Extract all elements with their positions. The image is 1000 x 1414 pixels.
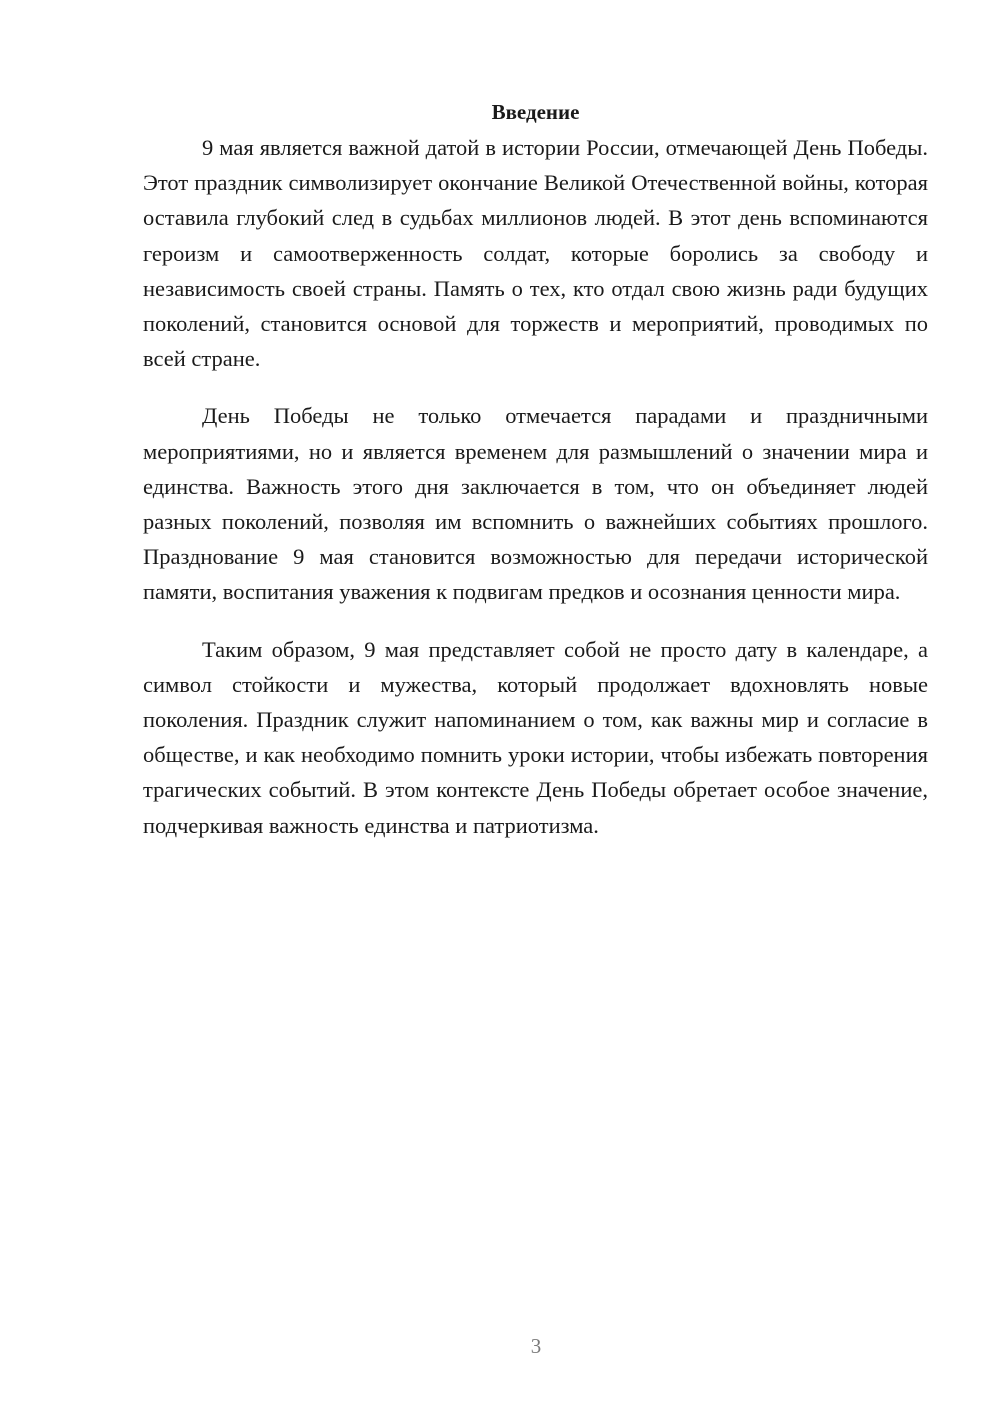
page-heading: Введение	[491, 100, 580, 124]
page-number: 3	[530, 1334, 542, 1358]
paragraph-2: День Победы не только отмечается парадами и праздничными мероприятиями, но и является временем для размышлений о значении мира и единства. Важность этого дня заключается в том, что он объединяет людей разных поколений, позволяя им вспомнить о важнейших событиях прошлого. Празднование 9 мая становится возможностью для передачи исторической памяти, воспитания уважения к подвигам предков и осознания ценности мира.	[143, 403, 928, 605]
paragraph-3: Таким образом, 9 мая представляет собой не просто дату в календаре, а символ стойкости и мужества, который продолжает вдохновлять новые поколения. Праздник служит напоминанием о том, как важны мир и согласие в обществе, и как необходимо помнить уроки истории, чтобы избежать повторения трагических событий. В этом контексте День Победы обретает особое значение, подчеркивая важность единства и патриотизма.	[143, 636, 928, 838]
page-content	[143, 96, 928, 843]
paragraph-1: 9 мая является важной датой в истории России, отмечающей День Победы. Этот праздник символизирует окончание Великой Отечественной войны, которая оставила глубокий след в судьбах миллионов людей. В этот день вспоминаются героизм и самоотверженность солдат, которые боролись за свободу и независимость своей страны. Память о тех, кто отдал свою жизнь ради будущих поколений, становится основой для торжеств и мероприятий, проводимых по всей стране.	[143, 135, 928, 372]
